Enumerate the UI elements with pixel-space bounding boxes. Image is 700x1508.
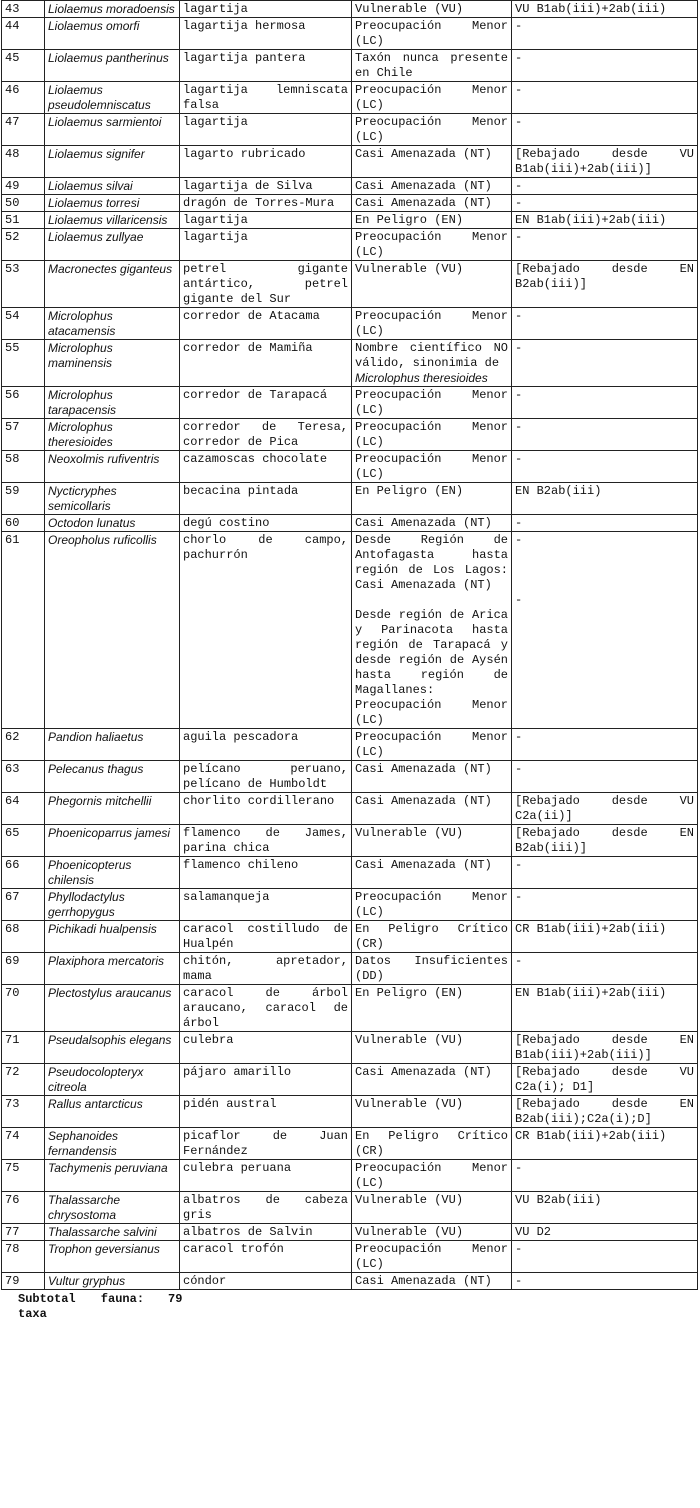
table-row <box>2 308 698 340</box>
conservation-category: En Peligro (EN) <box>352 212 512 229</box>
criteria: - <box>512 387 698 419</box>
row-number: 43 <box>2 1 45 18</box>
criteria: - <box>512 308 698 340</box>
scientific-name: Rallus antarcticus <box>45 1096 180 1128</box>
scientific-name: Oreopholus ruficollis <box>45 532 180 729</box>
scientific-name: Phoenicoparrus jamesi <box>45 825 180 857</box>
row-number: 67 <box>2 889 45 921</box>
row-number: 52 <box>2 229 45 261</box>
common-name: aguila pescadora <box>180 729 352 761</box>
conservation-category: Preocupación Menor (LC) <box>352 114 512 146</box>
criteria: - <box>512 515 698 532</box>
scientific-name: Vultur gryphus <box>45 1273 180 1290</box>
table-row <box>2 793 698 825</box>
criteria: - <box>512 729 698 761</box>
common-name: chorlo de campo, pachurrón <box>180 532 352 729</box>
common-name: lagartija <box>180 114 352 146</box>
criteria: - <box>512 340 698 387</box>
common-name: picaflor de Juan Fernández <box>180 1128 352 1160</box>
criteria: [Rebajado desde VU C2a(ii)] <box>512 793 698 825</box>
common-name: caracol costilludo de Hualpén <box>180 921 352 953</box>
table-row <box>2 229 698 261</box>
table-row <box>2 889 698 921</box>
scientific-name: Phyllodactylus gerrhopygus <box>45 889 180 921</box>
common-name: corredor de Atacama <box>180 308 352 340</box>
scientific-name: Neoxolmis rufiventris <box>45 451 180 483</box>
common-name: caracol trofón <box>180 1241 352 1273</box>
scientific-name: Pichikadi hualpensis <box>45 921 180 953</box>
criteria: - <box>512 889 698 921</box>
conservation-category: Vulnerable (VU) <box>352 1032 512 1064</box>
criteria: CR B1ab(iii)+2ab(iii) <box>512 921 698 953</box>
scientific-name: Microlophus tarapacensis <box>45 387 180 419</box>
conservation-category <box>352 532 512 729</box>
scientific-name: Microlophus atacamensis <box>45 308 180 340</box>
conservation-category: Preocupación Menor (LC) <box>352 1160 512 1192</box>
common-name: corredor de Mamiña <box>180 340 352 387</box>
scientific-name: Tachymenis peruviana <box>45 1160 180 1192</box>
row-number: 66 <box>2 857 45 889</box>
table-row <box>2 146 698 178</box>
table-row <box>2 1224 698 1241</box>
common-name: chitón, apretador, mama <box>180 953 352 985</box>
scientific-name: Pandion haliaetus <box>45 729 180 761</box>
common-name: salamanqueja <box>180 889 352 921</box>
conservation-category: Casi Amenazada (NT) <box>352 1273 512 1290</box>
conservation-category: Preocupación Menor (LC) <box>352 729 512 761</box>
table-row <box>2 50 698 82</box>
category-synonym: Microlophus theresioides <box>355 371 488 385</box>
common-name: flamenco de James, parina chica <box>180 825 352 857</box>
common-name: albatros de cabeza gris <box>180 1192 352 1224</box>
conservation-category: En Peligro (EN) <box>352 985 512 1032</box>
table-row <box>2 953 698 985</box>
common-name: corredor de Teresa, corredor de Pica <box>180 419 352 451</box>
conservation-category: Casi Amenazada (NT) <box>352 178 512 195</box>
scientific-name: Liolaemus sarmientoi <box>45 114 180 146</box>
table-row <box>2 1273 698 1290</box>
row-number: 68 <box>2 921 45 953</box>
scientific-name: Plaxiphora mercatoris <box>45 953 180 985</box>
criteria: - <box>512 82 698 114</box>
scientific-name: Phegornis mitchellii <box>45 793 180 825</box>
common-name: degú costino <box>180 515 352 532</box>
common-name: lagartija <box>180 212 352 229</box>
conservation-category: Preocupación Menor (LC) <box>352 451 512 483</box>
criteria: - <box>512 1273 698 1290</box>
common-name: pidén austral <box>180 1096 352 1128</box>
table-row <box>2 532 698 729</box>
row-number: 75 <box>2 1160 45 1192</box>
table-row <box>2 114 698 146</box>
criteria: [Rebajado desde VU C2a(i); D1] <box>512 1064 698 1096</box>
criteria: EN B2ab(iii) <box>512 483 698 515</box>
row-number: 54 <box>2 308 45 340</box>
criteria: VU D2 <box>512 1224 698 1241</box>
table-row <box>2 451 698 483</box>
conservation-category: En Peligro Crítico (CR) <box>352 921 512 953</box>
scientific-name: Microlophus theresioides <box>45 419 180 451</box>
conservation-category: Preocupación Menor (LC) <box>352 419 512 451</box>
table-row <box>2 825 698 857</box>
criteria: - <box>512 857 698 889</box>
scientific-name: Macronectes giganteus <box>45 261 180 308</box>
species-table <box>1 0 698 1290</box>
criteria: - <box>512 953 698 985</box>
row-number: 60 <box>2 515 45 532</box>
scientific-name: Liolaemus pseudolemniscatus <box>45 82 180 114</box>
row-number: 49 <box>2 178 45 195</box>
table-row <box>2 515 698 532</box>
table-row <box>2 1032 698 1064</box>
common-name: lagartija <box>180 1 352 18</box>
conservation-category: Taxón nunca presente en Chile <box>352 50 512 82</box>
scientific-name: Liolaemus zullyae <box>45 229 180 261</box>
criteria: - <box>512 761 698 793</box>
conservation-category: En Peligro Crítico (CR) <box>352 1128 512 1160</box>
row-number: 62 <box>2 729 45 761</box>
row-number: 55 <box>2 340 45 387</box>
table-row <box>2 387 698 419</box>
table-row <box>2 761 698 793</box>
criteria: - <box>512 50 698 82</box>
row-number: 58 <box>2 451 45 483</box>
table-row <box>2 483 698 515</box>
conservation-category: Preocupación Menor (LC) <box>352 229 512 261</box>
row-number: 70 <box>2 985 45 1032</box>
conservation-category: Preocupación Menor (LC) <box>352 889 512 921</box>
conservation-category: En Peligro (EN) <box>352 483 512 515</box>
conservation-category: Casi Amenazada (NT) <box>352 515 512 532</box>
scientific-name: Liolaemus silvai <box>45 178 180 195</box>
criteria: - <box>512 229 698 261</box>
table-row <box>2 1064 698 1096</box>
criteria: [Rebajado desde VU B1ab(iii)+2ab(iii)] <box>512 146 698 178</box>
common-name: flamenco chileno <box>180 857 352 889</box>
row-number: 64 <box>2 793 45 825</box>
common-name: dragón de Torres-Mura <box>180 195 352 212</box>
table-row <box>2 195 698 212</box>
conservation-category: Vulnerable (VU) <box>352 1 512 18</box>
category-note: Nombre científico NO válido, sinonimia de <box>355 341 508 370</box>
criteria: [Rebajado desde EN B2ab(iii);C2a(i);D] <box>512 1096 698 1128</box>
subtotal-value: 79 <box>168 1292 183 1306</box>
row-number: 51 <box>2 212 45 229</box>
scientific-name: Phoenicopterus chilensis <box>45 857 180 889</box>
criteria <box>512 532 698 729</box>
conservation-category: Vulnerable (VU) <box>352 1224 512 1241</box>
criteria: - <box>512 178 698 195</box>
table-row <box>2 419 698 451</box>
conservation-category: Casi Amenazada (NT) <box>352 1064 512 1096</box>
common-name: becacina pintada <box>180 483 352 515</box>
table-row <box>2 1 698 18</box>
scientific-name: Plectostylus araucanus <box>45 985 180 1032</box>
conservation-category: Preocupación Menor (LC) <box>352 387 512 419</box>
scientific-name: Trophon geversianus <box>45 1241 180 1273</box>
conservation-category <box>352 340 512 387</box>
scientific-name: Liolaemus signifer <box>45 146 180 178</box>
criteria: EN B1ab(iii)+2ab(iii) <box>512 985 698 1032</box>
criteria: - <box>512 114 698 146</box>
conservation-category: Vulnerable (VU) <box>352 825 512 857</box>
common-name: cazamoscas chocolate <box>180 451 352 483</box>
conservation-category: Casi Amenazada (NT) <box>352 793 512 825</box>
common-name: pájaro amarillo <box>180 1064 352 1096</box>
conservation-category: Vulnerable (VU) <box>352 1096 512 1128</box>
scientific-name: Liolaemus villaricensis <box>45 212 180 229</box>
criteria: - <box>512 419 698 451</box>
common-name: lagarto rubricado <box>180 146 352 178</box>
common-name: albatros de Salvin <box>180 1224 352 1241</box>
criteria: VU B1ab(iii)+2ab(iii) <box>512 1 698 18</box>
table-row <box>2 1241 698 1273</box>
scientific-name: Pseudocolopteryx citreola <box>45 1064 180 1096</box>
conservation-category: Casi Amenazada (NT) <box>352 146 512 178</box>
table-row <box>2 1160 698 1192</box>
conservation-category: Datos Insuficientes (DD) <box>352 953 512 985</box>
row-number: 46 <box>2 82 45 114</box>
table-row <box>2 18 698 50</box>
row-number: 48 <box>2 146 45 178</box>
conservation-category: Preocupación Menor (LC) <box>352 82 512 114</box>
criteria: [Rebajado desde EN B2ab(iii)] <box>512 825 698 857</box>
criteria-region-a: - <box>515 533 523 547</box>
table-row <box>2 261 698 308</box>
criteria: [Rebajado desde EN B2ab(iii)] <box>512 261 698 308</box>
scientific-name: Octodon lunatus <box>45 515 180 532</box>
conservation-category: Vulnerable (VU) <box>352 261 512 308</box>
row-number: 59 <box>2 483 45 515</box>
common-name: lagartija de Silva <box>180 178 352 195</box>
row-number: 69 <box>2 953 45 985</box>
row-number: 65 <box>2 825 45 857</box>
conservation-category: Casi Amenazada (NT) <box>352 857 512 889</box>
conservation-category: Casi Amenazada (NT) <box>352 761 512 793</box>
subtotal-line <box>18 1292 700 1322</box>
row-number: 72 <box>2 1064 45 1096</box>
table-row <box>2 1128 698 1160</box>
criteria: VU B2ab(iii) <box>512 1192 698 1224</box>
row-number: 47 <box>2 114 45 146</box>
table-row <box>2 729 698 761</box>
conservation-category: Vulnerable (VU) <box>352 1192 512 1224</box>
row-number: 50 <box>2 195 45 212</box>
criteria-region-b: - <box>515 593 523 607</box>
row-number: 73 <box>2 1096 45 1128</box>
row-number: 53 <box>2 261 45 308</box>
common-name: petrel gigante antártico, petrel gigante del Sur <box>180 261 352 308</box>
common-name: lagartija hermosa <box>180 18 352 50</box>
row-number: 63 <box>2 761 45 793</box>
scientific-name: Microlophus maminensis <box>45 340 180 387</box>
criteria: [Rebajado desde EN B1ab(iii)+2ab(iii)] <box>512 1032 698 1064</box>
scientific-name: Nycticryphes semicollaris <box>45 483 180 515</box>
category-region-b: Desde región de Arica y Parinacota hasta región de Tarapacá y desde región de Aysén hasta región de Magallanes: Preocupación Menor (LC) <box>355 608 508 727</box>
criteria: - <box>512 1241 698 1273</box>
category-region-a: Desde Región de Antofagasta hasta región de Los Lagos: Casi Amenazada (NT) <box>355 533 508 592</box>
common-name: culebra <box>180 1032 352 1064</box>
common-name: lagartija <box>180 229 352 261</box>
row-number: 45 <box>2 50 45 82</box>
conservation-category: Casi Amenazada (NT) <box>352 195 512 212</box>
table-row <box>2 340 698 387</box>
scientific-name: Liolaemus moradoensis <box>45 1 180 18</box>
criteria: - <box>512 18 698 50</box>
subtotal-unit: taxa <box>18 1307 47 1321</box>
row-number: 61 <box>2 532 45 729</box>
row-number: 79 <box>2 1273 45 1290</box>
criteria: - <box>512 451 698 483</box>
common-name: caracol de árbol araucano, caracol de árbol <box>180 985 352 1032</box>
row-number: 71 <box>2 1032 45 1064</box>
scientific-name: Liolaemus omorfi <box>45 18 180 50</box>
scientific-name: Liolaemus pantherinus <box>45 50 180 82</box>
table-row <box>2 1192 698 1224</box>
table-row <box>2 1096 698 1128</box>
scientific-name: Liolaemus torresi <box>45 195 180 212</box>
conservation-category: Preocupación Menor (LC) <box>352 18 512 50</box>
common-name: corredor de Tarapacá <box>180 387 352 419</box>
row-number: 78 <box>2 1241 45 1273</box>
common-name: chorlito cordillerano <box>180 793 352 825</box>
table-row <box>2 212 698 229</box>
row-number: 76 <box>2 1192 45 1224</box>
criteria: EN B1ab(iii)+2ab(iii) <box>512 212 698 229</box>
row-number: 77 <box>2 1224 45 1241</box>
row-number: 74 <box>2 1128 45 1160</box>
species-table-body <box>2 1 698 1290</box>
criteria: CR B1ab(iii)+2ab(iii) <box>512 1128 698 1160</box>
scientific-name: Sephanoides fernandensis <box>45 1128 180 1160</box>
row-number: 56 <box>2 387 45 419</box>
table-row <box>2 985 698 1032</box>
subtotal-label: Subtotal fauna: <box>18 1292 145 1306</box>
table-row <box>2 921 698 953</box>
scientific-name: Pelecanus thagus <box>45 761 180 793</box>
row-number: 44 <box>2 18 45 50</box>
scientific-name: Pseudalsophis elegans <box>45 1032 180 1064</box>
scientific-name: Thalassarche chrysostoma <box>45 1192 180 1224</box>
common-name: lagartija pantera <box>180 50 352 82</box>
common-name: culebra peruana <box>180 1160 352 1192</box>
conservation-category: Preocupación Menor (LC) <box>352 308 512 340</box>
conservation-category: Preocupación Menor (LC) <box>352 1241 512 1273</box>
row-number: 57 <box>2 419 45 451</box>
table-row <box>2 857 698 889</box>
table-row <box>2 82 698 114</box>
common-name: cóndor <box>180 1273 352 1290</box>
common-name: lagartija lemniscata falsa <box>180 82 352 114</box>
criteria: - <box>512 195 698 212</box>
scientific-name: Thalassarche salvini <box>45 1224 180 1241</box>
common-name: pelícano peruano, pelícano de Humboldt <box>180 761 352 793</box>
criteria: - <box>512 1160 698 1192</box>
table-row <box>2 178 698 195</box>
